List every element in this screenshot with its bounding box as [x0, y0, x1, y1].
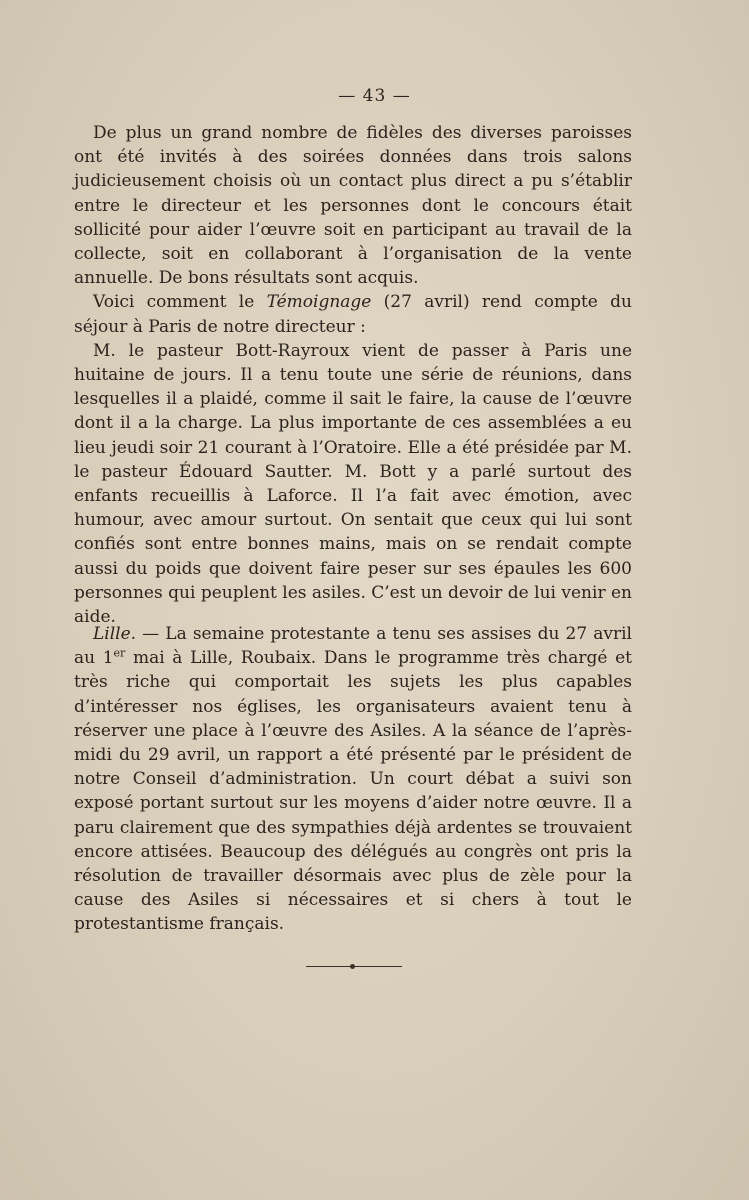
ordinal-superscript: er	[113, 646, 126, 660]
paragraph-lille	[74, 622, 632, 937]
place-heading-lille: Lille.	[93, 624, 137, 644]
paragraph-temoignage-intro	[74, 290, 632, 338]
temoignage-intro-text: Voici comment le	[93, 292, 267, 313]
paragraph-soirees: De plus un grand nombre de fidèles des diverses paroisses ont été invités à des soirées données dans trois salons judicieusement choisis où un contact plus direct a pu s’établir entre le directeur et les personnes dont le concours était sollicité pour aider l’œuvre soit en participant au travail de la collecte, soit en collaborant à l’organisation de la vente annuelle. De bons résultats sont acquis.	[74, 123, 632, 289]
temoignage-title: Témoignage	[266, 292, 372, 313]
temoignage-intro-rest: (27 avril) rend compte du séjour à Paris de notre directeur :	[74, 292, 632, 337]
text-section-lille	[74, 622, 632, 937]
paragraph-quote-bott: M. le pasteur Bott-Rayroux vient de passer à Paris une huitaine de jours. Il a tenu toute une série de réunions, dans lesquelles il a plaidé, comme il sait le faire, la cause de l’œuvre dont il a la charge. La plus importante de ces assemblées a eu lieu jeudi soir 21 courant à l’Oratoire. Elle a été présidée par M. le pasteur Édouard Sautter. M. Bott y a parlé surtout des enfants recueillis à Laforce. Il l’a fait avec émotion, avec humour, avec amour surtout. On sentait que ceux qui lui sont confiés sont entre bonnes mains, mais on se rendait compte aussi du poids que doivent faire peser sur ses épaules les 600 personnes qui peuplent les asiles. C’est un devoir de lui venir en aide.	[74, 340, 632, 628]
lille-text-start: — La semaine protestante a tenu ses assises du 27 avril au 1	[74, 624, 632, 669]
lille-text-rest: mai à Lille, Roubaix. Dans le programme très chargé et très riche qui comportait les sujets les plus capables d’intéresser nos églises, les organisateurs avaient tenu à réserver une place à l’œuvre des Asiles. A la séance de l’après-midi du 29 avril, un rapport a été présenté par le président de notre Conseil d’administration. Un court débat a suivi son exposé portant surtout sur les moyens d’aider notre œuvre. Il a paru clairement que des sympathies déjà ardentes se trouvaient encore attisées. Beaucoup des délégués au congrès ont pris la résolution de travailler désormais avec plus de zèle pour la cause des Asiles si nécessaires et si chers à tout le protestantisme français.	[74, 648, 632, 935]
divider-ornament	[350, 964, 355, 969]
page-number: — 43 —	[338, 86, 411, 106]
text-section-1	[74, 121, 632, 629]
